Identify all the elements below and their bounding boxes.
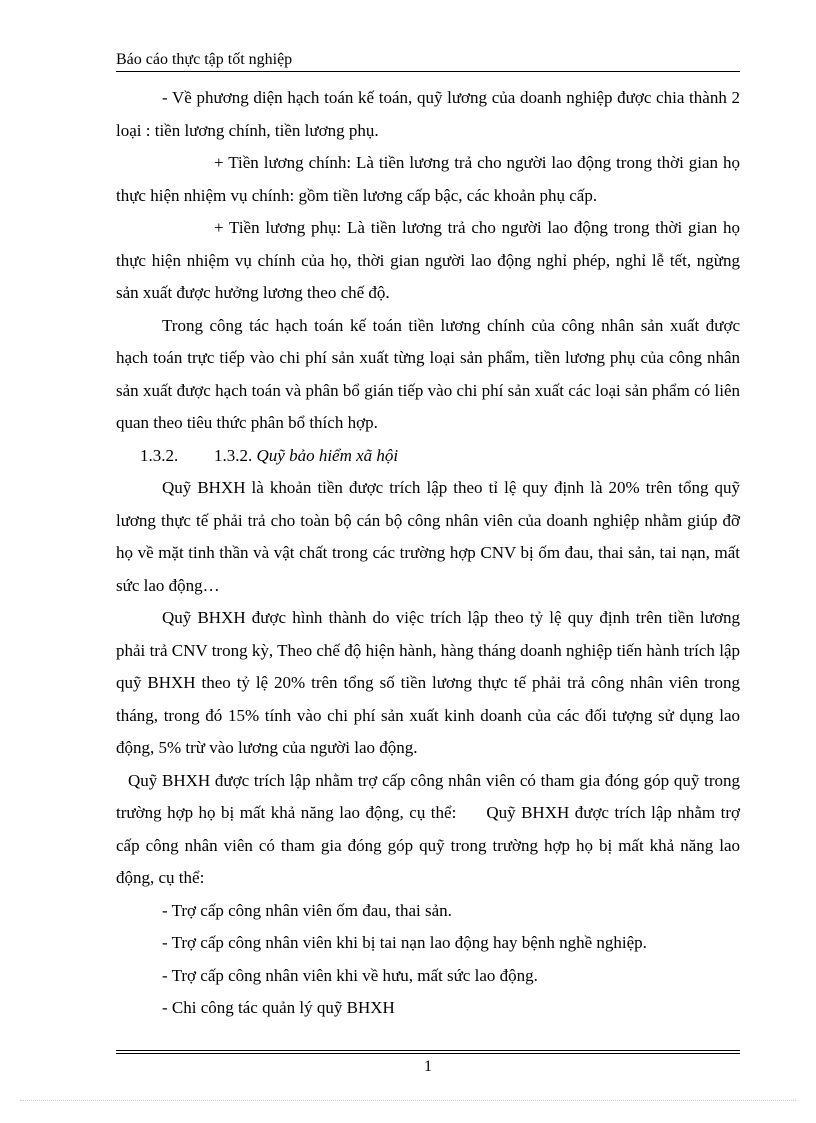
header-rule xyxy=(116,71,740,72)
section-heading xyxy=(116,440,740,473)
page-bottom-divider xyxy=(20,1100,796,1101)
page-header-title: Báo cáo thực tập tốt nghiệp xyxy=(116,51,293,68)
paragraph-salary-accounting: Trong công tác hạch toán kế toán tiền lương chính của công nhân sản xuất được hạch toán trực tiếp vào chi phí sản xuất từng loại sản phẩm, tiền lương phụ của công nhân sản xuất được hạch toán và phân bổ gián tiếp vào chi phí sản xuất các loại sản phẩm có liên quan theo tiêu thức phân bổ thích hợp. xyxy=(116,315,740,432)
paragraph-bhxh-definition: Quỹ BHXH là khoản tiền được trích lập theo tỉ lệ quy định là 20% trên tổng quỹ lương thực tế phải trả cho toàn bộ cán bộ công nhân viên của doanh nghiệp nhằm giúp đỡ họ về mặt tinh thần và vật chất trong các trường hợp CNV bị ốm đau, thai sản, tai nạn, mất sức lao động… xyxy=(116,478,740,595)
section-title: Quỹ bảo hiểm xã hội xyxy=(256,445,399,465)
list-item: - Trợ cấp công nhân viên khi về hưu, mất sức lao động. xyxy=(162,965,538,985)
paragraph-accounting-aspect: - Về phương diện hạch toán kế toán, quỹ lương của doanh nghiệp được chia thành 2 loại : tiền lương chính, tiền lương phụ. xyxy=(116,88,740,140)
section-number: 1.3.2. xyxy=(140,445,179,465)
footer-rule-thick xyxy=(116,1053,740,1054)
section-title-number: 1.3.2. xyxy=(214,445,253,465)
document-body xyxy=(116,82,740,1025)
paragraph-main-salary: + Tiền lương chính: Là tiền lương trả cho người lao động trong thời gian họ thực hiện nhiệm vụ chính: gồm tiền lương cấp bậc, các khoản phụ cấp. xyxy=(116,153,740,205)
paragraph-bhxh-purpose-b: Quỹ BHXH được trích lập nhằm trợ cấp công nhân viên có tham gia đóng góp quỹ trong trường hợp họ bị mất khả năng lao động, cụ thể: xyxy=(116,803,740,887)
list-item: - Chi công tác quản lý quỹ BHXH xyxy=(162,998,395,1017)
paragraph-bhxh-purpose xyxy=(116,765,740,895)
paragraph-bhxh-formation: Quỹ BHXH được hình thành do việc trích lập theo tỷ lệ quy định trên tiền lương phải trả CNV trong kỳ, Theo chế độ hiện hành, hàng tháng doanh nghiệp tiến hành trích lập quỹ BHXH theo tỷ lệ 20% trên tổng số tiền lương thực tế phải trả công nhân viên trong tháng, trong đó 15% tính vào chi phí sản xuất kinh doanh của các đối tượng sử dụng lao động, 5% trừ vào lương của người lao động. xyxy=(116,608,740,757)
list-item: - Trợ cấp công nhân viên khi bị tai nạn lao động hay bệnh nghề nghiệp. xyxy=(162,933,647,952)
footer-rule-thin xyxy=(116,1050,740,1051)
list-item: - Trợ cấp công nhân viên ốm đau, thai sản. xyxy=(162,900,452,920)
page-number: 1 xyxy=(424,1058,432,1075)
paragraph-bhxh-purpose-a: Quỹ BHXH được trích lập nhằm trợ cấp công nhân viên có tham gia đóng góp quỹ trong trường hợp họ bị mất khả năng lao động, cụ thể: xyxy=(116,770,740,822)
paragraph-extra-salary: + Tiền lương phụ: Là tiền lương trả cho người lao động trong thời gian họ thực hiện nhiệm vụ chính của họ, thời gian người lao động nghỉ phép, nghỉ lễ tết, ngừng sản xuất được hưởng lương theo chế độ. xyxy=(116,218,740,302)
